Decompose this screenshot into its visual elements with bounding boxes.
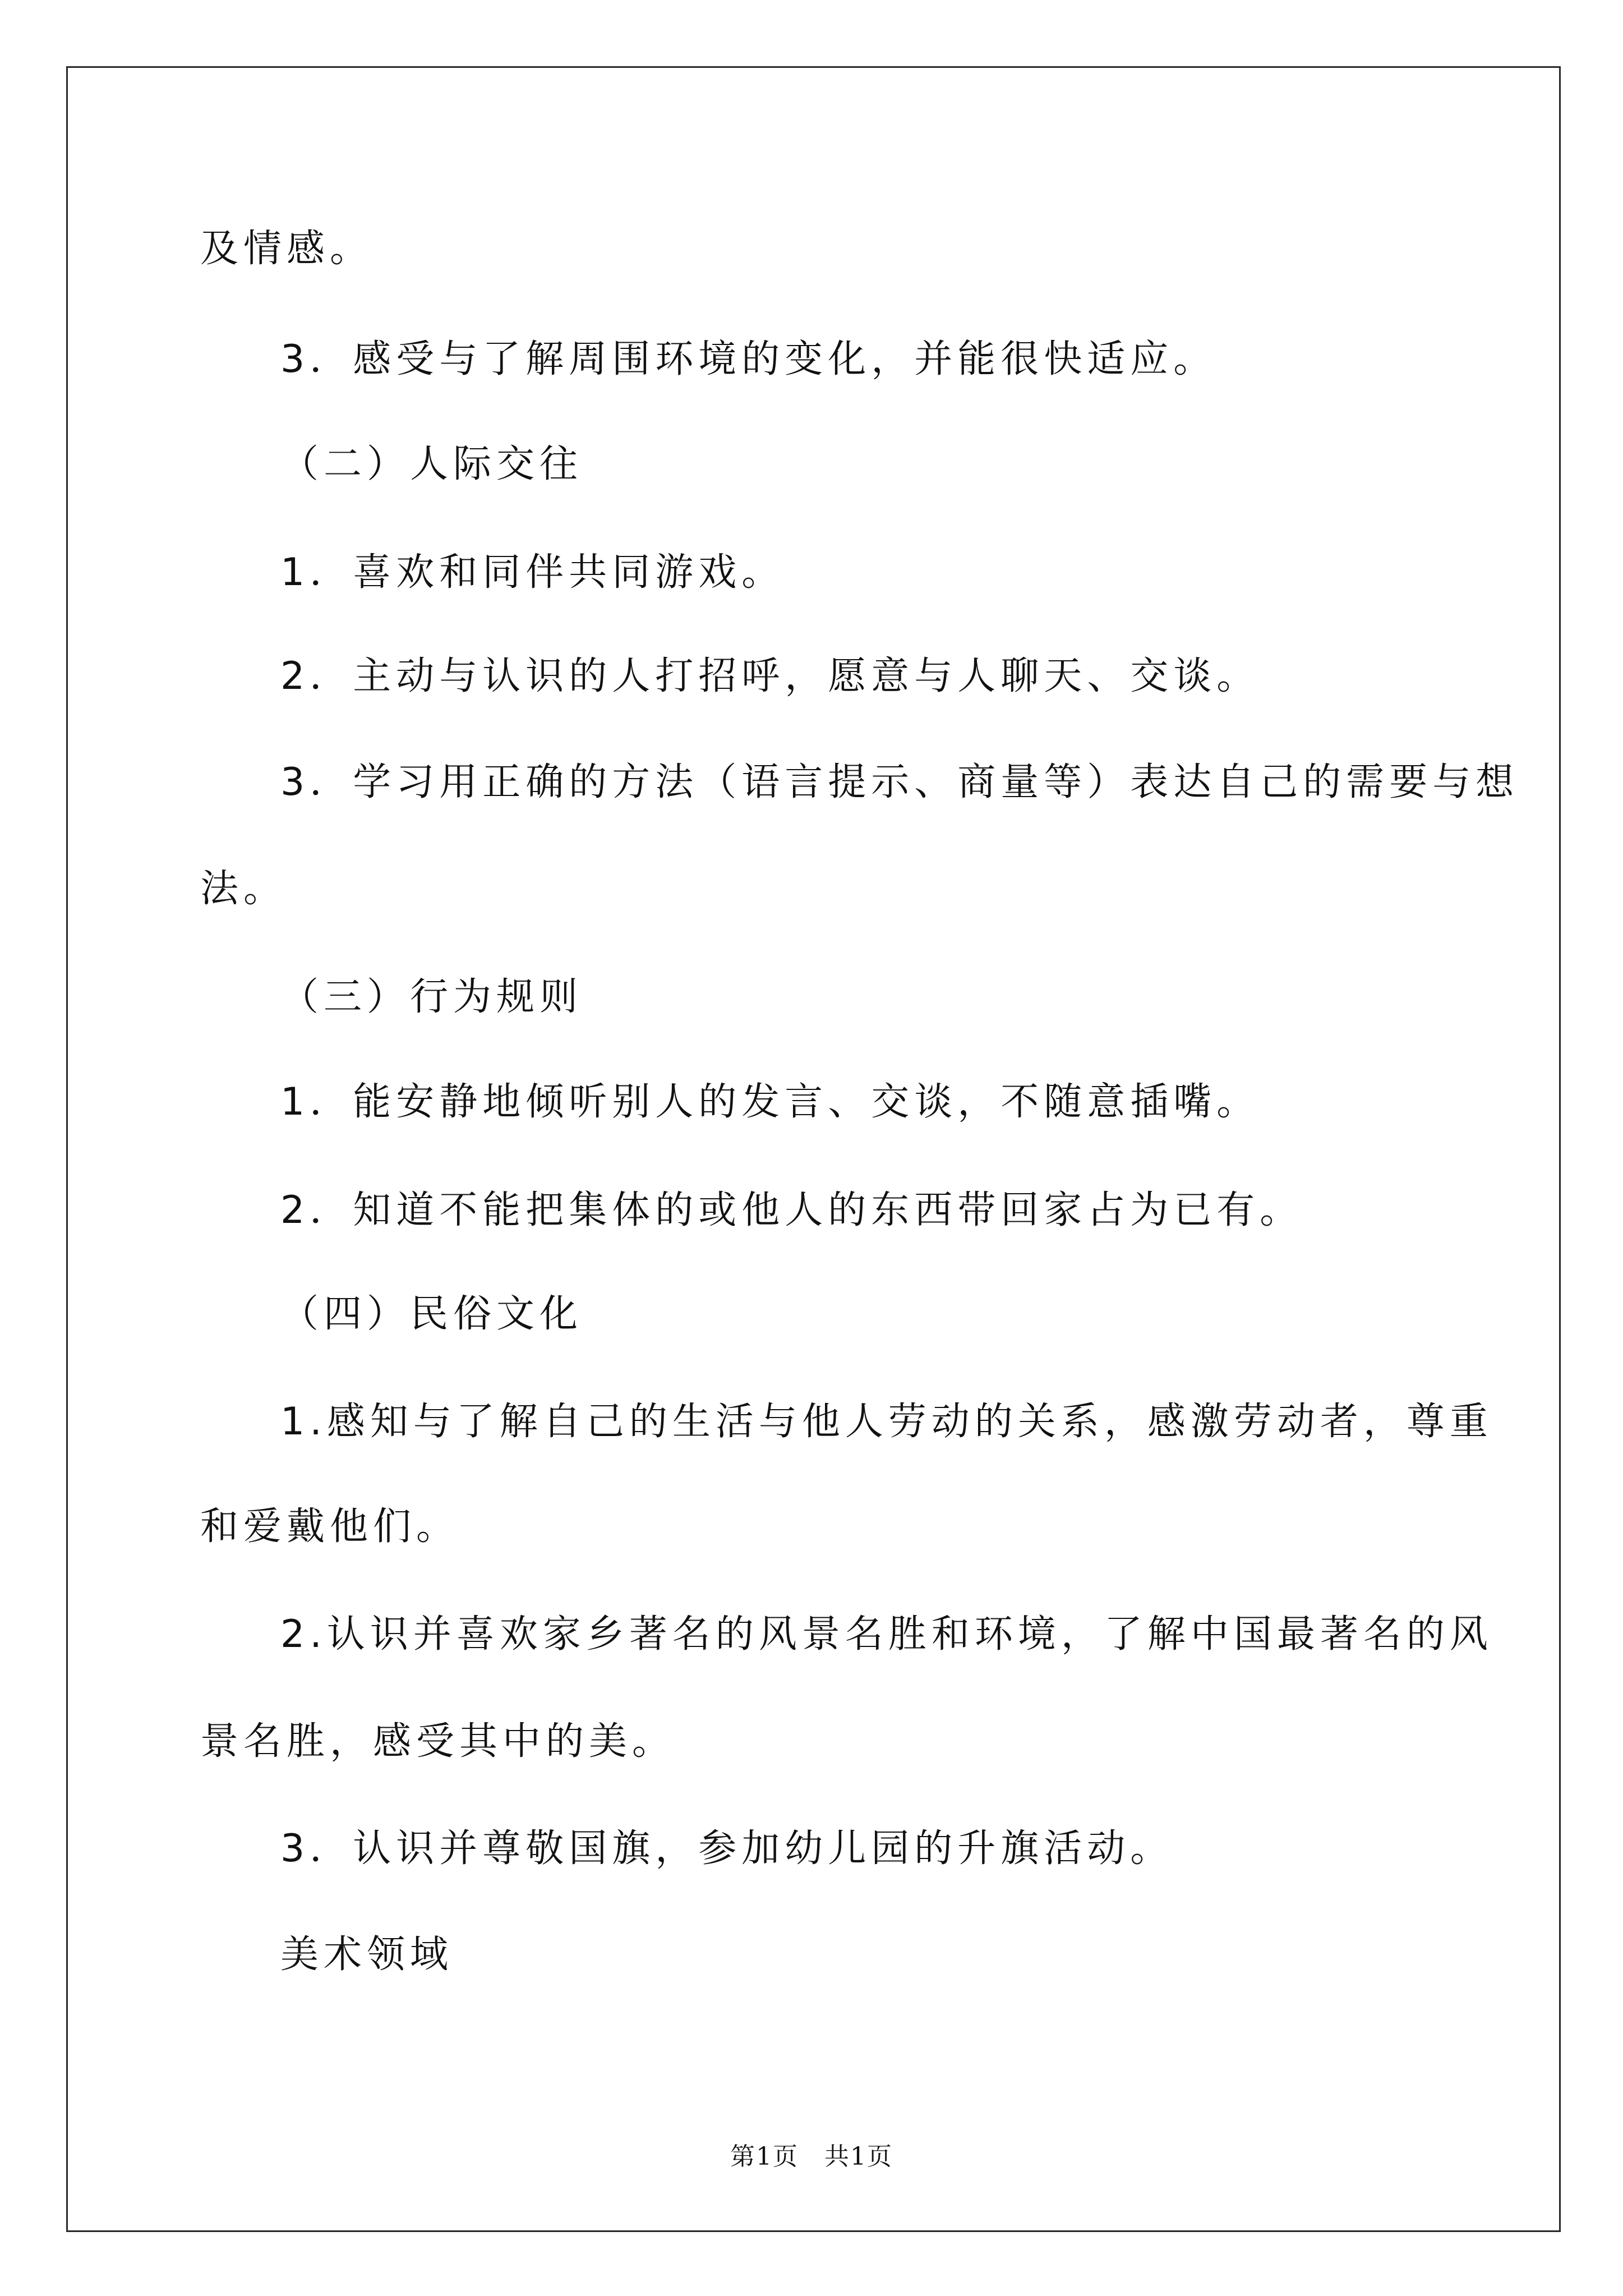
paragraph: 3．学习用正确的方法（语言提示、商量等）表达自己的需要与想 bbox=[280, 760, 1519, 804]
paragraph: 1.感知与了解自己的生活与他人劳动的关系，感激劳动者，尊重 bbox=[280, 1400, 1493, 1444]
paragraph: 3．认识并尊敬国旗，参加幼儿园的升旗活动。 bbox=[280, 1826, 1174, 1871]
section-heading: （三）行为规则 bbox=[280, 975, 583, 1019]
paragraph: 和爱戴他们。 bbox=[200, 1504, 460, 1549]
section-heading: （二）人际交往 bbox=[280, 442, 583, 486]
section-heading: （四）民俗文化 bbox=[280, 1292, 583, 1336]
paragraph: 及情感。 bbox=[200, 227, 374, 271]
section-heading: 美术领域 bbox=[280, 1932, 454, 1977]
paragraph: 3．感受与了解周围环境的变化，并能很快适应。 bbox=[280, 337, 1217, 381]
paragraph: 景名胜，感受其中的美。 bbox=[200, 1719, 676, 1764]
paragraph: 2．知道不能把集体的或他人的东西带回家占为已有。 bbox=[280, 1188, 1303, 1232]
paragraph: 1．能安静地倾听别人的发言、交谈，不随意插嘴。 bbox=[280, 1080, 1260, 1124]
page-number-footer: 第1页 共1页 bbox=[730, 2142, 893, 2171]
paragraph: 2．主动与认识的人打招呼，愿意与人聊天、交谈。 bbox=[280, 654, 1260, 698]
paragraph: 2.认识并喜欢家乡著名的风景名胜和环境，了解中国最著名的风 bbox=[280, 1612, 1493, 1657]
paragraph: 1．喜欢和同伴共同游戏。 bbox=[280, 550, 785, 595]
paragraph: 法。 bbox=[200, 867, 287, 911]
page-border bbox=[66, 66, 1561, 2232]
